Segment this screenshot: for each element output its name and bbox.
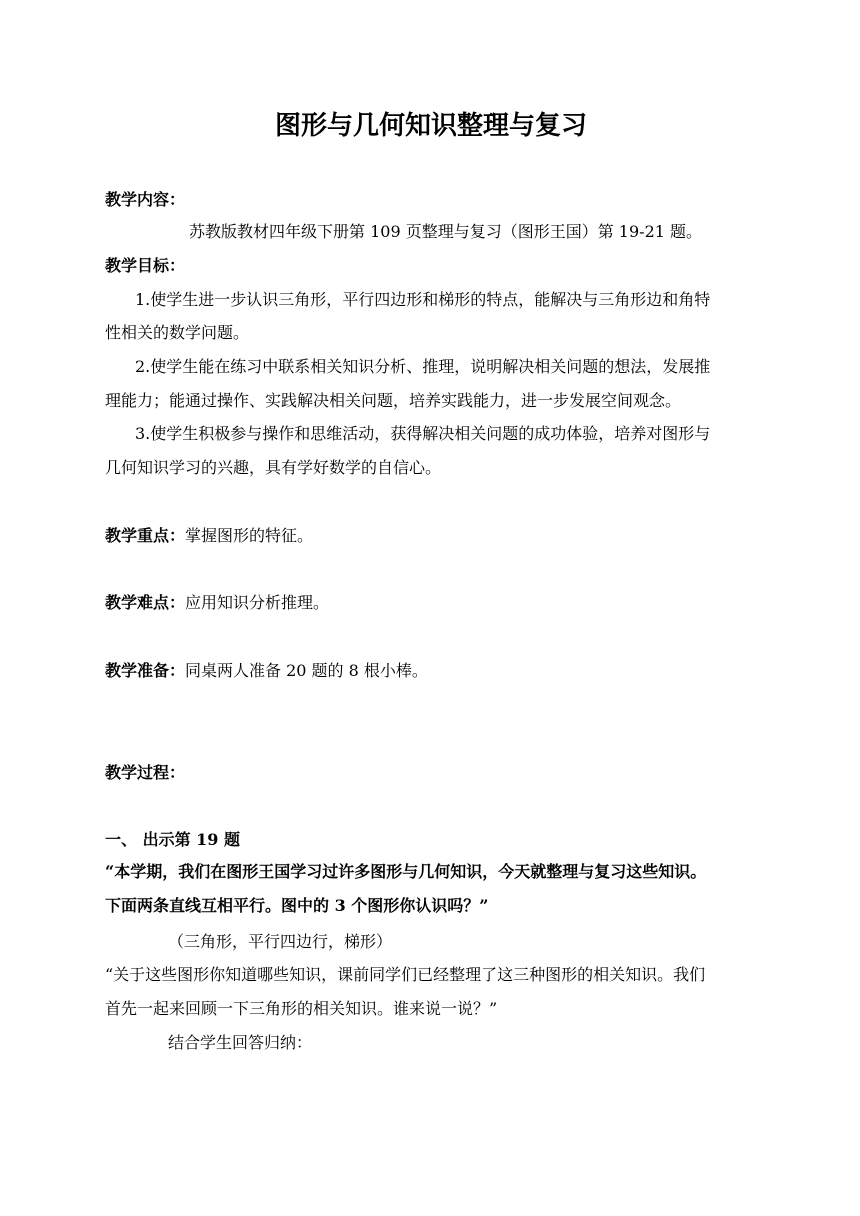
goal-3-line-1: 3.使学生积极参与操作和思维活动，获得解决相关问题的成功体验，培养对图形与	[135, 424, 711, 443]
quote-1-line-2: 下面两条直线互相平行。图中的 3 个图形你认识吗？”	[105, 896, 489, 915]
prep-label: 教学准备：	[105, 661, 186, 680]
process-label: 教学过程：	[105, 763, 186, 782]
goal-2-line-1: 2.使学生能在练习中联系相关知识分析、推理，说明解决相关问题的想法，发展推	[135, 357, 711, 376]
summary: 结合学生回答归纳：	[168, 1033, 313, 1052]
answer-1: （三角形，平行四边行，梯形）	[168, 932, 393, 951]
goal-1-line-1: 1.使学生进一步认识三角形，平行四边形和梯形的特点，能解决与三角形边和角特	[135, 290, 711, 309]
key-point	[105, 528, 313, 544]
difficulty-point	[105, 595, 329, 611]
key-label: 教学重点：	[105, 526, 186, 545]
quote-1-line-1: “本学期，我们在图形王国学习过许多图形与几何知识，今天就整理与复习这些知识。	[105, 862, 707, 881]
prep-text: 同桌两人准备 20 题的 8 根小棒。	[185, 661, 428, 680]
key-text: 掌握图形的特征。	[185, 526, 314, 545]
difficulty-text: 应用知识分析推理。	[185, 593, 330, 612]
difficulty-label: 教学难点：	[105, 593, 186, 612]
goals-label: 教学目标：	[105, 256, 186, 275]
content-label: 教学内容：	[105, 190, 186, 209]
goal-2-line-2: 理能力；能通过操作、实践解决相关问题，培养实践能力，进一步发展空间观念。	[105, 391, 682, 410]
content-text: 苏教版教材四年级下册第 109 页整理与复习（图形王国）第 19-21 题。	[189, 222, 703, 241]
goal-3-line-2: 几何知识学习的兴趣，具有学好数学的自信心。	[105, 458, 442, 477]
goal-1-line-2: 性相关的数学问题。	[105, 323, 250, 342]
document-title: 图形与几何知识整理与复习	[275, 111, 588, 141]
quote-2-line-2: 首先一起来回顾一下三角形的相关知识。谁来说一说？”	[105, 999, 498, 1018]
section-1-heading: 一、 出示第 19 题	[105, 830, 240, 849]
quote-2-line-1: “关于这些图形你知道哪些知识，课前同学们已经整理了这三种图形的相关知识。我们	[105, 965, 706, 984]
preparation	[105, 663, 428, 679]
